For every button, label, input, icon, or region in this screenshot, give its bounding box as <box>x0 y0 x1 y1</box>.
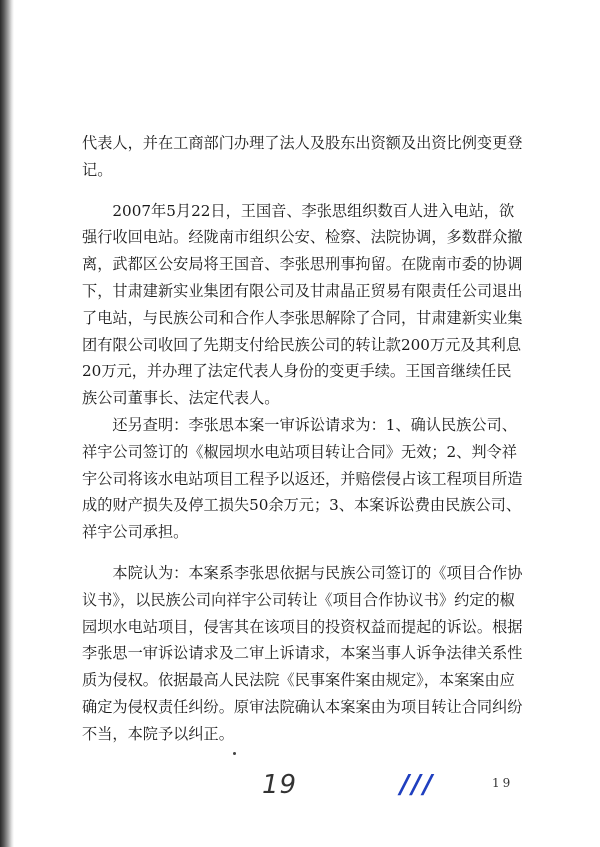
paragraph-1: 代表人，并在工商部门办理了法人及股东出资额及出资比例变更登记。 <box>82 134 523 179</box>
paragraph-4: 本院认为：本案系李张思依据与民族公司签订的《项目合作协议书》，以民族公司向祥宇公司转让《项目合作协议书》约定的椒园坝水电站项目，侵害其在该项目的投资权益而提起的诉讼。根据李张思一审诉讼请求及二审上诉请求，本案当事人诉争法律关系性质为侵权。依据最高人民法院《民事案件案由规定》，本案案由应确定为侵权责任纠纷。原审法院确认本案案由为项目转让合同纠纷不当，本院予以纠正。 <box>82 563 523 743</box>
paragraph-2: 2007年5月22日，王国音、李张思组织数百人进入电站，欲强行收回电站。经陇南市组织公安、检察、法院协调，多数群众撤离，武都区公安局将王国音、李张思刑事拘留。在陇南市委的协调下，甘肃建新实业集团有限公司及甘肃晶正贸易有限责任公司退出了电站，与民族公司和合作人李张思解除了合同，甘肃建新实业集团有限公司收回了先期支付给民族公司的转让款200万元及其利息20万元，并办理了法定代表人身份的变更手续。王国音继续任民族公司董事长、法定代表人。 <box>82 201 523 408</box>
handwritten-page-number: 19 <box>262 770 298 800</box>
printed-page-number: 19 <box>492 776 514 790</box>
paragraph-gap <box>82 184 524 198</box>
paragraph-3: 还另查明：李张思本案一审诉讼请求为：1、确认民族公司、祥宇公司签订的《椒园坝水电站项目转让合同》无效；2、判令祥宇公司将该水电站项目工程予以返还，并赔偿侵占该工程项目所造成的财产损失及停工损失50余万元；3、本案诉讼费由民族公司、祥宇公司承担。 <box>82 415 523 542</box>
scan-edge-shadow <box>0 0 14 847</box>
document-body <box>82 130 524 748</box>
ink-dot <box>233 752 236 755</box>
handwritten-tally-mark: /// <box>400 770 435 800</box>
paragraph-gap <box>82 546 524 560</box>
